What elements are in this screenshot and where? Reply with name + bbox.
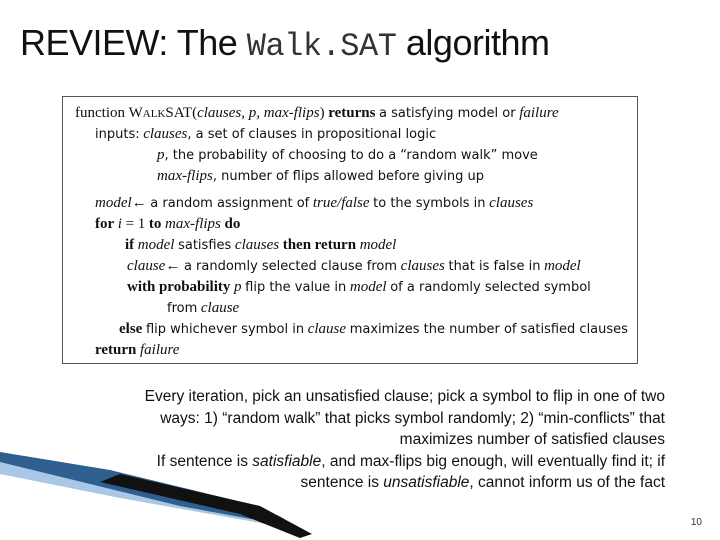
true-false-term: true/false <box>312 195 370 211</box>
inputs-label: inputs: <box>95 127 140 142</box>
var-p: p <box>157 147 165 163</box>
var-i: i <box>117 216 122 232</box>
algo-line-2 <box>95 126 436 143</box>
algo-line-5 <box>95 195 533 212</box>
unsatisfiable-term: unsatisfiable <box>383 474 470 491</box>
caption-text: sentence is <box>300 474 384 491</box>
var-model: model <box>359 237 397 253</box>
algorithm-box <box>62 96 638 364</box>
var-clauses: clauses <box>489 195 534 211</box>
var-model: model <box>137 237 175 253</box>
line-text: from <box>167 301 198 316</box>
algo-line-9 <box>127 279 591 296</box>
assign-arrow: ← <box>165 258 181 274</box>
algo-line-10 <box>167 300 239 317</box>
var-model: model <box>349 279 387 295</box>
caption-line: Every iteration, pick an unsatisfied clause; pick a symbol to flip in one of two <box>144 388 665 405</box>
caption-text: If sentence is <box>156 452 253 470</box>
kw-probability: probability <box>158 279 231 295</box>
caption-line: ways: 1) “random walk” that picks symbol randomly; 2) “min-conflicts” that <box>160 409 665 427</box>
var-model: model <box>544 258 581 274</box>
kw-to: to <box>148 216 162 232</box>
algo-line-1 <box>75 105 559 122</box>
kw-function: function <box>75 105 125 121</box>
var-max-flips: max-flips <box>165 216 221 232</box>
function-params: clauses, p, max-flips <box>197 105 320 121</box>
caption-text: , cannot inform us of the fact <box>469 474 665 491</box>
line-text: , number of flips allowed before giving up <box>212 169 484 184</box>
line-text: that is false in <box>448 259 541 274</box>
var-clause: clause <box>127 258 166 274</box>
kw-then: then <box>282 237 312 253</box>
line-text: a randomly selected clause from <box>183 259 398 274</box>
kw-if: if <box>125 237 135 253</box>
caption <box>60 386 665 494</box>
kw-returns: returns <box>328 105 376 121</box>
var-clauses: clauses <box>400 258 445 274</box>
slide-title <box>20 22 549 65</box>
returns-text: a satisfying model or <box>379 106 516 121</box>
algo-line-12 <box>95 342 179 359</box>
line-text: , a set of clauses in propositional logic <box>187 127 437 142</box>
title-prefix: REVIEW: The <box>20 22 238 63</box>
line-text: , the probability of choosing to do a “random walk” move <box>164 148 538 163</box>
line-text: maximizes the number of satisfied clauses <box>349 322 628 337</box>
var-model: model <box>95 195 132 211</box>
line-text: to the symbols in <box>373 196 486 211</box>
line-text: flip whichever symbol in <box>145 322 305 337</box>
satisfiable-term: satisfiable <box>252 452 322 470</box>
line-text: satisfies <box>178 238 232 253</box>
kw-else: else <box>119 321 143 337</box>
kw-for: for <box>95 216 115 232</box>
algo-line-6 <box>95 216 240 233</box>
caption-line <box>60 472 665 494</box>
kw-return: return <box>314 237 357 253</box>
title-suffix: algorithm <box>405 22 550 63</box>
caption-line: maximizes number of satisfied clauses <box>399 431 665 448</box>
function-name: WalkSAT <box>128 105 193 121</box>
kw-return: return <box>95 342 137 358</box>
failure-term: failure <box>140 342 180 358</box>
var-clause: clause <box>200 300 240 316</box>
paren-close: ) <box>319 105 325 121</box>
var-clauses: clauses <box>143 126 188 142</box>
var-p: p <box>234 279 242 295</box>
line-text: flip the value in <box>245 280 347 295</box>
var-clause: clause <box>307 321 347 337</box>
algo-line-4 <box>157 168 484 185</box>
var-clauses: clauses <box>234 237 280 253</box>
algo-line-8 <box>127 258 581 275</box>
paren-open: ( <box>192 105 198 121</box>
var-max-flips: max-flips <box>157 168 213 184</box>
title-code: Walk.SAT <box>246 28 397 65</box>
failure-term: failure <box>519 105 559 121</box>
kw-do: do <box>224 216 241 232</box>
eq-one: = 1 <box>125 216 146 232</box>
assign-arrow: ← <box>131 195 147 211</box>
kw-with: with <box>127 279 156 295</box>
line-text: of a randomly selected symbol <box>390 280 591 295</box>
algo-line-7 <box>125 237 396 254</box>
page-number: 10 <box>690 517 702 528</box>
caption-line <box>60 451 665 473</box>
caption-text: , and max-flips big enough, will eventually find it; if <box>321 452 665 470</box>
line-text: a random assignment of <box>150 196 310 211</box>
algo-line-11 <box>119 321 628 338</box>
algo-line-3 <box>157 147 538 164</box>
